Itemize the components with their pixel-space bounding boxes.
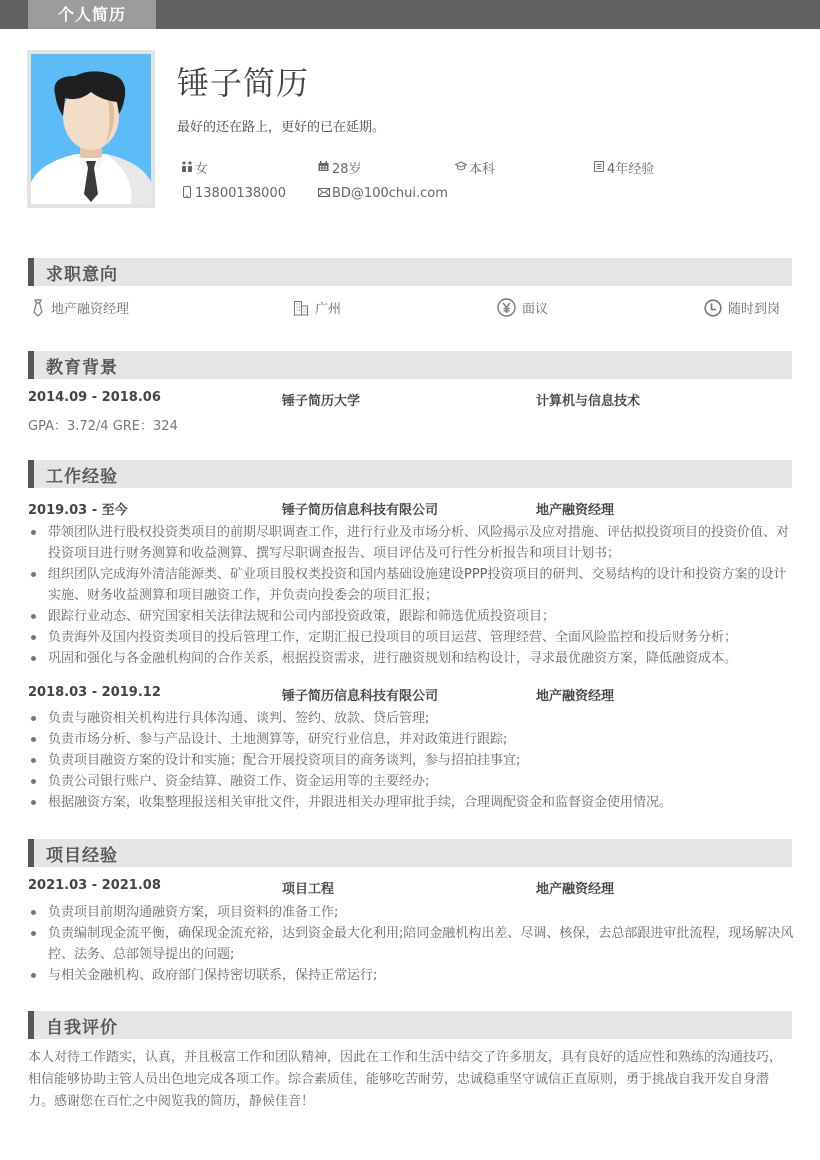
- work-1-duties: [28, 522, 794, 669]
- list-item: 负责公司银行账户、资金结算、融资工作、资金运用等的主要经办;: [28, 771, 794, 792]
- list-item: 负责项目融资方案的设计和实施；配合开展投资项目的商务谈判，参与招拍挂事宜;: [28, 750, 794, 771]
- education-row: [28, 390, 792, 410]
- section-header-intent: [28, 258, 792, 286]
- info-gender: [180, 158, 208, 177]
- list-item: 根据融资方案，收集整理报送相关审批文件，并跟进相关办理审批手续，合理调配资金和监督资金使用情况。: [28, 792, 794, 813]
- project-period: 2021.03 - 2021.08: [28, 878, 161, 893]
- list-item: 负责市场分析、参与产品设计、土地测算等，研究行业信息，并对政策进行跟踪;: [28, 729, 794, 750]
- list-item: 负责编制现金流平衡，确保现金流充裕，达到资金最大化利用;陪同金融机构出差、尽调、核保，去总部跟进审批流程，现场解决风控、法务、总部领导提出的问题;: [28, 923, 794, 965]
- info-education: [454, 158, 495, 177]
- intent-availability: [704, 298, 780, 317]
- section-header-education: [28, 351, 792, 379]
- experience-value: 4年经验: [607, 162, 655, 177]
- info-experience: [592, 158, 654, 177]
- education-school: 锤子简历大学: [282, 394, 361, 409]
- building-icon: [293, 300, 309, 316]
- list-item: 组织团队完成海外清洁能源类、矿业项目股权类投资和国内基础设施建设PPP投资项目的研判、交易结构的设计和投资方案的设计实施、财务收益测算和项目融资工作，并负责向投委会的项目汇报；: [28, 564, 794, 606]
- intent-salary-value: 面议: [522, 302, 549, 317]
- intent-position: [31, 298, 129, 317]
- list-item: 带领团队进行股权投资类项目的前期尽职调查工作，进行行业及市场分析、风险揭示及应对措施、评估拟投资项目的投资价值、对投资项目进行财务测算和收益测算、撰写尽职调查报告、项目评估及可行性分析报告和项目计划书；: [28, 522, 794, 564]
- education-scores: GPA：3.72/4 GRE：324: [28, 419, 178, 434]
- work-company: 锤子简历信息科技有限公司: [282, 503, 439, 518]
- intent-availability-value: 随时到岗: [728, 302, 781, 317]
- work-row-2: [28, 685, 792, 705]
- mail-icon: [317, 187, 330, 200]
- section-title: 项目经验: [46, 846, 118, 866]
- section-header-self: [28, 1011, 792, 1039]
- project-duties: [28, 902, 794, 986]
- list-item: 负责海外及国内投资类项目的投后管理工作，定期汇报已投项目的项目运营、管理经营、全面风险监控和投后财务分析；: [28, 627, 794, 648]
- list-item: 负责与融资相关机构进行具体沟通、谈判、签约、放款、贷后管理;: [28, 708, 794, 729]
- avatar: [27, 50, 155, 208]
- candidate-name: 锤子简历: [177, 64, 310, 102]
- project-name: 项目工程: [282, 882, 335, 897]
- section-title: 自我评价: [46, 1018, 118, 1038]
- list-item: 巩固和强化与各金融机构间的合作关系，根据投资需求，进行融资规划和结构设计，寻求最优融资方案，降低融资成本。: [28, 648, 794, 669]
- gender-icon: [180, 161, 193, 175]
- gender-value: 女: [195, 162, 209, 177]
- section-title: 求职意向: [46, 265, 118, 285]
- graduation-cap-icon: [454, 161, 467, 174]
- motto: 最好的还在路上，更好的已在延期。: [177, 120, 386, 135]
- work-row-1: [28, 499, 792, 519]
- age-value: 28岁: [332, 162, 362, 177]
- work-period: 2018.03 - 2019.12: [28, 685, 161, 700]
- top-bar: [0, 0, 820, 29]
- phone-value[interactable]: 13800138000: [195, 186, 286, 201]
- section-title: 工作经验: [46, 467, 118, 487]
- work-period: 2019.03 - 至今: [28, 503, 128, 518]
- phone-icon: [180, 186, 193, 201]
- avatar-illustration-icon: [31, 54, 151, 204]
- resume-tab: 个人简历: [28, 0, 156, 29]
- work-company: 锤子简历信息科技有限公司: [282, 689, 439, 704]
- self-evaluation-text: 本人对待工作踏实，认真，并且极富工作和团队精神，因此在工作和生活中结交了许多朋友，具有良好的适应性和熟练的沟通技巧，相信能够协助主管人员出色地完成各项工作。综合素质佳，能够吃苦耐劳，忠诚稳重坚守诚信正直原则，勇于挑战自我开发自身潜力。感谢您在百忙之中阅览我的简历，静候佳音！: [28, 1050, 783, 1109]
- intent-city-value: 广州: [315, 302, 342, 317]
- info-phone: [180, 186, 286, 201]
- email-value[interactable]: BD@100chui.com: [332, 186, 448, 201]
- intent-city: [293, 298, 341, 317]
- education-major: 计算机与信息技术: [536, 394, 641, 409]
- section-header-project: [28, 839, 792, 867]
- list-item: 跟踪行业动态、研究国家相关法律法规和公司内部投资政策，跟踪和筛选优质投资项目；: [28, 606, 794, 627]
- list-item: 与相关金融机构、政府部门保持密切联系，保持正常运行;: [28, 965, 794, 986]
- work-title: 地产融资经理: [536, 689, 615, 704]
- document-icon: [592, 161, 605, 175]
- info-age: [317, 158, 362, 177]
- info-email: [317, 186, 448, 201]
- intent-salary: [497, 298, 548, 317]
- intent-position-value: 地产融资经理: [51, 302, 130, 317]
- work-2-duties: [28, 708, 794, 813]
- section-header-work: [28, 460, 792, 488]
- list-item: 负责项目前期沟通融资方案，项目资料的准备工作;: [28, 902, 794, 923]
- tie-icon: [31, 299, 45, 317]
- work-title: 地产融资经理: [536, 503, 615, 518]
- project-row: [28, 878, 792, 898]
- education-period: 2014.09 - 2018.06: [28, 390, 161, 405]
- project-title: 地产融资经理: [536, 882, 615, 897]
- clock-icon: [704, 299, 722, 317]
- education-value: 本科: [469, 162, 496, 177]
- section-title: 教育背景: [46, 358, 118, 378]
- calendar-icon: [317, 161, 330, 174]
- yen-icon: [497, 298, 516, 317]
